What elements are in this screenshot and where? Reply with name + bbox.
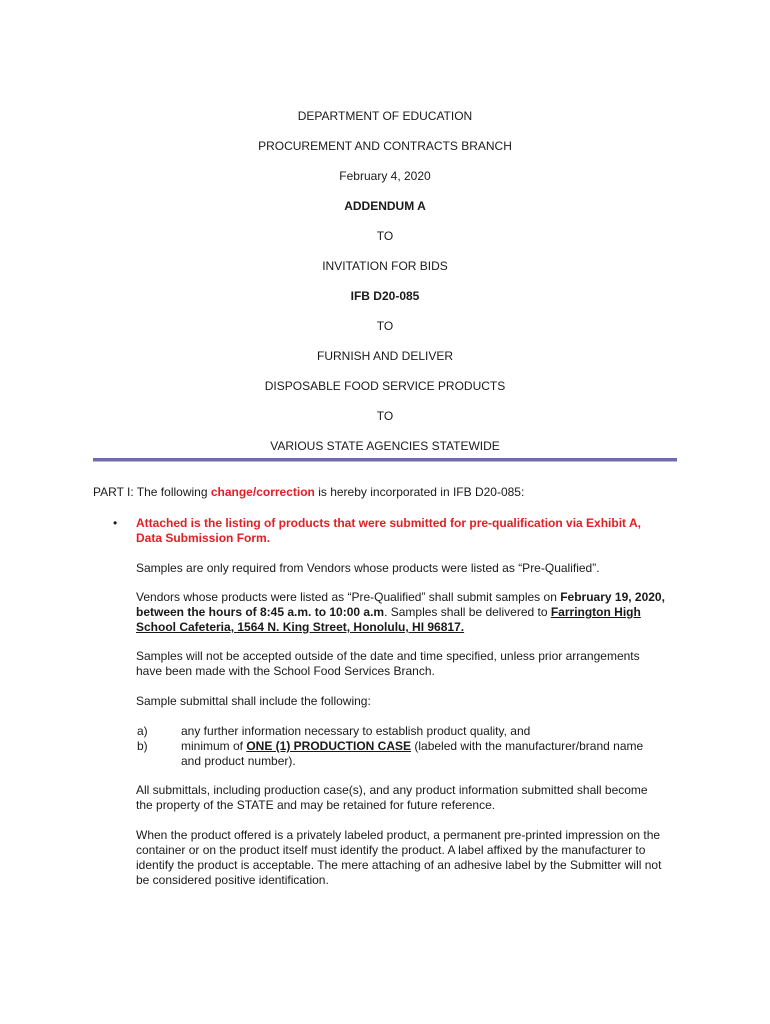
delivery-location-1: Farrington High <box>550 605 641 619</box>
list-marker-a: a) <box>137 724 148 738</box>
bullet-text <box>136 516 696 546</box>
bullet-line-1: Attached is the listing of products that were submitted for pre-qualification via Exhibit A, <box>136 516 641 530</box>
not-accepted-line-2: have been made with the School Food Services Branch. <box>136 664 435 678</box>
private-line-4: be considered positive identification. <box>136 873 329 887</box>
samples-required-paragraph: Samples are only required from Vendors whose products were listed as “Pre-Qualified”. <box>136 561 600 575</box>
vendors-paragraph <box>136 590 696 635</box>
branch-title: PROCUREMENT AND CONTRACTS BRANCH <box>258 139 512 153</box>
change-correction-text: change/correction <box>210 485 315 499</box>
to-line-3: TO <box>376 409 394 423</box>
sample-hours: between the hours of 8:45 a.m. to 10:00 a.m <box>136 605 385 619</box>
include-paragraph: Sample submittal shall include the following: <box>136 694 371 708</box>
to-line-2: TO <box>376 319 394 333</box>
not-accepted-paragraph <box>136 649 696 679</box>
part-one-line <box>93 485 524 500</box>
list-item-b-line-1 <box>181 739 701 754</box>
private-line-1: When the product offered is a privately labeled product, a permanent pre-printed impression on the <box>136 828 661 842</box>
vendors-text-1: Vendors whose products were listed as “Pre-Qualified” shall submit samples on <box>136 590 561 604</box>
part-one-prefix: PART I: The following <box>93 485 211 499</box>
section-divider <box>93 458 677 462</box>
private-label-paragraph <box>136 828 696 888</box>
delivery-location-2: School Cafeteria, 1564 N. King Street, Honolulu, HI 96817. <box>136 620 465 634</box>
bullet-line-2: Data Submission Form. <box>136 531 271 545</box>
submittals-line-2: the property of the STATE and may be retained for future reference. <box>136 798 496 812</box>
submittals-paragraph <box>136 783 696 813</box>
list-b-post: (labeled with the manufacturer/brand name <box>411 739 644 753</box>
list-marker-b: b) <box>137 739 148 753</box>
agencies-title: VARIOUS STATE AGENCIES STATEWIDE <box>270 439 500 453</box>
sample-date: February 19, 2020, <box>560 590 665 604</box>
production-case-text: ONE (1) PRODUCTION CASE <box>246 739 412 753</box>
list-item-b <box>181 739 701 769</box>
furnish-title: FURNISH AND DELIVER <box>316 349 454 363</box>
private-line-3: identify the product is acceptable. The mere attaching of an adhesive label by the Submitter will not <box>136 858 662 872</box>
private-line-2: container or on the product itself must identify the product. A label affixed by the manufacturer to <box>136 843 646 857</box>
list-b-pre: minimum of <box>181 739 247 753</box>
vendors-text-2: . Samples shall be delivered to <box>384 605 551 619</box>
to-line-1: TO <box>376 229 394 243</box>
addendum-title: ADDENDUM A <box>344 199 426 213</box>
part-one-suffix: is hereby incorporated in IFB D20-085: <box>314 485 525 499</box>
ifb-number: IFB D20-085 <box>350 289 420 303</box>
vendors-line-3 <box>136 620 696 635</box>
bullet-icon: • <box>113 516 118 530</box>
vendors-line-1 <box>136 590 696 605</box>
document-date: February 4, 2020 <box>339 169 431 183</box>
vendors-line-2 <box>136 605 696 620</box>
not-accepted-line-1: Samples will not be accepted outside of the date and time specified, unless prior arrangements <box>136 649 640 663</box>
list-item-a: any further information necessary to establish product quality, and <box>181 724 531 738</box>
products-title: DISPOSABLE FOOD SERVICE PRODUCTS <box>264 379 506 393</box>
submittals-line-1: All submittals, including production case(s), and any product information submitted shall become <box>136 783 648 797</box>
list-item-b-line-2: and product number). <box>181 754 296 768</box>
invitation-title: INVITATION FOR BIDS <box>322 259 448 273</box>
department-title: DEPARTMENT OF EDUCATION <box>297 109 473 123</box>
